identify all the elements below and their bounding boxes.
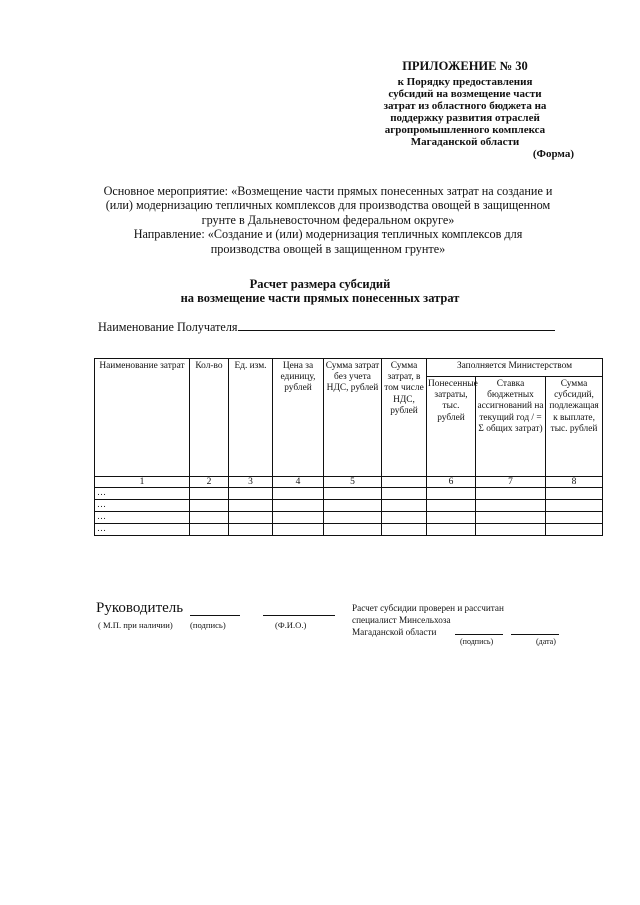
appendix-line: субсидий на возмещение части (388, 88, 542, 100)
table-cell[interactable] (427, 512, 476, 524)
table-cell[interactable] (476, 488, 546, 500)
table-cell[interactable] (476, 500, 546, 512)
table-cell[interactable] (546, 500, 603, 512)
specialist-signature-caption: (подпись) (460, 637, 494, 646)
table-cell[interactable] (324, 488, 382, 500)
head-signature-title: Руководитель (96, 600, 184, 616)
appendix-line: к Порядку предоставления (397, 76, 533, 88)
header-name: Наименование затрат (95, 359, 190, 477)
table-cell[interactable] (273, 512, 324, 524)
header-subsidy: Сумма субсидий, подлежащая к выплате, тыс. рублей (546, 377, 603, 477)
row-placeholder[interactable]: … (95, 500, 190, 512)
form-label: (Форма) (532, 148, 574, 160)
table-cell[interactable] (382, 500, 427, 512)
verification-line: Магаданской области (352, 627, 437, 637)
table-cell[interactable] (546, 488, 603, 500)
col-number: 7 (476, 477, 546, 488)
col-number: 6 (427, 477, 476, 488)
table-cell[interactable] (382, 524, 427, 536)
col-number (382, 477, 427, 488)
table-cell[interactable] (273, 488, 324, 500)
table-row (95, 524, 603, 536)
col-number: 1 (95, 477, 190, 488)
date-line[interactable] (511, 634, 559, 635)
table-cell[interactable] (229, 512, 273, 524)
col-number: 3 (229, 477, 273, 488)
header-incurred: Понесенные затраты, тыс. рублей (427, 377, 476, 477)
col-number: 8 (546, 477, 603, 488)
appendix-line: агропромышленного комплекса (384, 124, 546, 136)
table-cell[interactable] (229, 500, 273, 512)
table-row (95, 488, 603, 500)
intro-line: производства овощей в защищенном грунте» (210, 241, 446, 256)
table-cell[interactable] (324, 512, 382, 524)
header-qty: Кол-во (190, 359, 229, 477)
specialist-signature-line[interactable] (455, 634, 503, 635)
recipient-label: Наименование Получателя (98, 320, 238, 334)
intro-line: Направление: «Создание и (или) модернизация тепличных комплексов для (133, 227, 523, 242)
header-ministry-group: Заполняется Министерством (427, 359, 603, 377)
table-cell[interactable] (427, 488, 476, 500)
table-cell[interactable] (190, 488, 229, 500)
table-cell[interactable] (229, 524, 273, 536)
table-cell[interactable] (427, 524, 476, 536)
row-placeholder[interactable]: … (95, 488, 190, 500)
column-number-row (95, 477, 603, 488)
col-number: 2 (190, 477, 229, 488)
appendix-line: затрат из областного бюджета на (383, 100, 547, 112)
table-row (95, 512, 603, 524)
row-placeholder[interactable]: … (95, 524, 190, 536)
head-signature-line[interactable] (190, 615, 240, 616)
header-rate: Ставка бюджетных ассигнований на текущий год / = Σ общих затрат) (476, 377, 546, 477)
table-cell[interactable] (190, 500, 229, 512)
table-cell[interactable] (476, 524, 546, 536)
appendix-title: ПРИЛОЖЕНИЕ № 30 (402, 59, 528, 73)
header-price: Цена за единицу, рублей (273, 359, 324, 477)
row-placeholder[interactable]: … (95, 512, 190, 524)
intro-line: Основное мероприятие: «Возмещение части прямых понесенных затрат на создание и (103, 184, 553, 198)
table-header-row (95, 359, 603, 377)
table-cell[interactable] (546, 524, 603, 536)
table-cell[interactable] (190, 524, 229, 536)
recipient-name-input[interactable] (238, 318, 555, 331)
table-cell[interactable] (190, 512, 229, 524)
appendix-line: Магаданской области (410, 136, 520, 148)
table-cell[interactable] (546, 512, 603, 524)
appendix-line: поддержку развития отраслей (390, 112, 540, 124)
recipient-field (98, 318, 555, 335)
head-fio-line[interactable] (263, 615, 335, 616)
header-sum-vat: Сумма затрат, в том числе НДС, рублей (382, 359, 427, 477)
calculation-title (150, 277, 490, 305)
verification-line: Расчет субсидии проверен и рассчитан (352, 603, 504, 613)
table-cell[interactable] (382, 512, 427, 524)
intro-line: (или) модернизацию тепличных комплексов для производства овощей в защищенном (105, 198, 551, 213)
table-cell[interactable] (229, 488, 273, 500)
col-number: 4 (273, 477, 324, 488)
table-cell[interactable] (324, 500, 382, 512)
table-cell[interactable] (273, 500, 324, 512)
header-unit: Ед. изм. (229, 359, 273, 477)
verification-line: специалист Минсельхоза (352, 615, 451, 625)
calc-title-line: Расчет размера субсидий (249, 277, 391, 291)
table-row (95, 500, 603, 512)
signature-caption: (подпись) (190, 620, 226, 630)
subsidy-calculation-table (94, 358, 603, 536)
date-caption: (дата) (536, 637, 556, 646)
fio-caption: (Ф.И.О.) (275, 620, 307, 630)
table-cell[interactable] (476, 512, 546, 524)
appendix-header (350, 60, 580, 160)
mp-caption: ( М.П. при наличии) (98, 620, 173, 630)
table-cell[interactable] (273, 524, 324, 536)
table-cell[interactable] (324, 524, 382, 536)
table-cell[interactable] (382, 488, 427, 500)
program-description (78, 184, 578, 256)
col-number: 5 (324, 477, 382, 488)
header-sum-no-vat: Сумма затрат без учета НДС, рублей (324, 359, 382, 477)
calc-title-line: на возмещение части прямых понесенных затрат (180, 291, 460, 305)
ministry-verification (352, 602, 504, 638)
table-cell[interactable] (427, 500, 476, 512)
intro-line: грунте в Дальневосточном федеральном округе» (201, 212, 455, 227)
